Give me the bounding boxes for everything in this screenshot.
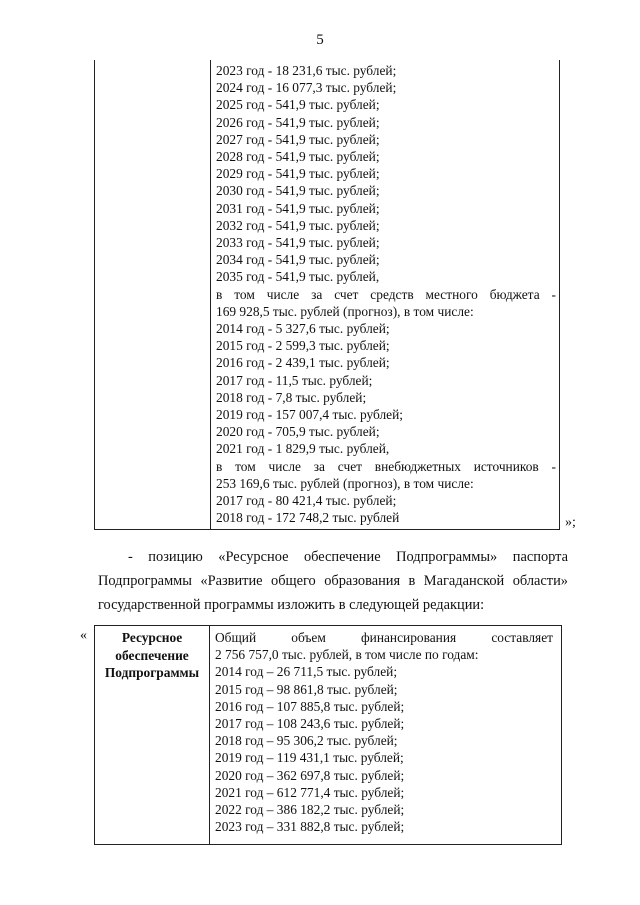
label-line: Ресурсное bbox=[121, 630, 183, 645]
funding-line: 2021 год - 1 829,9 тыс. рублей, bbox=[216, 441, 390, 457]
table-right-border bbox=[559, 60, 560, 530]
funding-line: в том числе за счет средств местного бюджета - bbox=[216, 286, 556, 302]
funding-line: 2 756 757,0 тыс. рублей, в том числе по годам: bbox=[215, 647, 479, 663]
funding-line: 2034 год - 541,9 тыс. рублей; bbox=[216, 252, 380, 268]
paragraph-line: государственной программы изложить в следующей редакции: bbox=[98, 597, 485, 613]
funding-line: 2029 год - 541,9 тыс. рублей; bbox=[216, 166, 380, 182]
closing-quote: »; bbox=[565, 515, 576, 530]
funding-line: 253 169,6 тыс. рублей (прогноз), в том числе: bbox=[216, 475, 474, 491]
paragraph-line: Подпрограммы «Развитие общего образования в Магаданской области» bbox=[98, 573, 568, 589]
funding-line: 2019 год – 119 431,1 тыс. рублей; bbox=[215, 750, 404, 766]
funding-line: 2033 год - 541,9 тыс. рублей; bbox=[216, 235, 380, 251]
table-left-border bbox=[94, 60, 95, 530]
funding-lines bbox=[215, 629, 553, 835]
label-line: Подпрограммы bbox=[104, 665, 200, 680]
funding-line: 2014 год - 5 327,6 тыс. рублей; bbox=[216, 321, 390, 337]
table-column-divider bbox=[210, 60, 211, 530]
table-bottom-border bbox=[94, 529, 560, 530]
funding-line: 2022 год – 386 182,2 тыс. рублей; bbox=[215, 802, 405, 818]
funding-line: 2017 год - 80 421,4 тыс. рублей; bbox=[216, 493, 397, 509]
opening-quote: « bbox=[80, 628, 87, 643]
funding-line: 2019 год - 157 007,4 тыс. рублей; bbox=[216, 407, 403, 423]
funding-line: 2017 год - 11,5 тыс. рублей; bbox=[216, 372, 373, 388]
resource-table-continued bbox=[94, 60, 560, 530]
funding-line: 2020 год - 705,9 тыс. рублей; bbox=[216, 424, 380, 440]
funding-line: 2031 год - 541,9 тыс. рублей; bbox=[216, 200, 380, 216]
funding-line: 2018 год – 95 306,2 тыс. рублей; bbox=[215, 733, 398, 749]
funding-line: 2021 год – 612 771,4 тыс. рублей; bbox=[215, 784, 405, 800]
funding-line: 2023 год - 18 231,6 тыс. рублей; bbox=[216, 63, 397, 78]
resource-table bbox=[94, 625, 562, 845]
label-line: обеспечение bbox=[115, 647, 189, 663]
funding-line: 2032 год - 541,9 тыс. рублей; bbox=[216, 217, 380, 233]
funding-line: 2018 год - 7,8 тыс. рублей; bbox=[216, 389, 367, 405]
funding-line: 2015 год - 2 599,3 тыс. рублей; bbox=[216, 338, 390, 354]
funding-line: 2015 год – 98 861,8 тыс. рублей; bbox=[215, 681, 398, 697]
resource-label bbox=[95, 629, 209, 682]
funding-line: 169 928,5 тыс. рублей (прогноз), в том числе: bbox=[216, 303, 474, 319]
funding-line: 2016 год - 2 439,1 тыс. рублей; bbox=[216, 355, 390, 371]
funding-line: 2024 год - 16 077,3 тыс. рублей; bbox=[216, 80, 397, 96]
funding-line: 2025 год - 541,9 тыс. рублей; bbox=[216, 97, 380, 113]
paragraph-line: - позицию «Ресурсное обеспечение Подпрограммы» паспорта bbox=[128, 549, 568, 565]
funding-line: 2030 год - 541,9 тыс. рублей; bbox=[216, 183, 380, 199]
funding-line: 2014 год – 26 711,5 тыс. рублей; bbox=[215, 664, 398, 680]
funding-line: в том числе за счет внебюджетных источников - bbox=[216, 458, 556, 474]
funding-line: 2020 год – 362 697,8 тыс. рублей; bbox=[215, 767, 405, 783]
funding-line: 2026 год - 541,9 тыс. рублей; bbox=[216, 114, 380, 130]
funding-line: 2028 год - 541,9 тыс. рублей; bbox=[216, 149, 380, 165]
funding-line: Общий объем финансирования составляет bbox=[215, 630, 553, 645]
funding-line: 2023 год – 331 882,8 тыс. рублей; bbox=[215, 819, 405, 835]
funding-lines bbox=[216, 62, 556, 526]
page-number: 5 bbox=[316, 32, 324, 48]
funding-line: 2018 год - 172 748,2 тыс. рублей bbox=[216, 510, 400, 526]
funding-line: 2035 год - 541,9 тыс. рублей, bbox=[216, 269, 380, 285]
funding-line: 2016 год – 107 885,8 тыс. рублей; bbox=[215, 698, 405, 714]
funding-line: 2027 год - 541,9 тыс. рублей; bbox=[216, 131, 380, 147]
amendment-paragraph bbox=[98, 545, 568, 617]
table-column-divider bbox=[209, 626, 210, 844]
funding-line: 2017 год – 108 243,6 тыс. рублей; bbox=[215, 716, 405, 732]
